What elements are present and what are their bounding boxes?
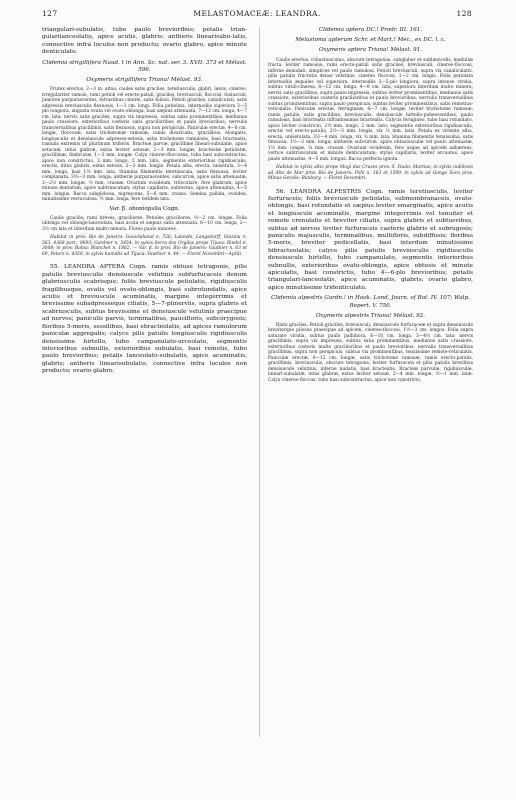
right-column (268, 27, 473, 386)
species-56-diagnosis: 56. LEANDRA ALPESTRIS Cogn. ramis teretiusculis, leviter furfuraceis; foliis breviuscule petiolatis, submembranaceis, ovato-oblongis, basi rotundatis et sæpius leviter emarginatis, apice acutis et longiuscule acuminatis, margine integerrimis vel tenuiter et remote crenulatis et breviter ciliatis, supra glabris et subtusvibus, subtus ad nervos leviter furfuraceis caeteris glabris et subrugosis; paniculis majusculis, terminalibus, multifloris, subdiffusis; floribus 5-meris, breviter pedicellatis, basi interdum minutissime bibracteolatis; calyce pilis patulis breviusculis rigidiusculis densiuscule hirtello, tubo campanulato, segmentis interioribus subnullis, exterioribus ovato-oblongis, apice obtusis et minute apiculatis, basi constrictis, tubo 4—6-plo brevioribus; petalis triangulari-lanceolatis, apice acuminatis, glabris; ovario glabro, apice minutissime tridenticulato. (268, 188, 473, 291)
synonym-citation: Melastoma apterum Schr. et Mart.! Mec., ex DC. l. c. (295, 37, 446, 44)
page-number-left: 127 (42, 9, 58, 18)
synonym-citation: Clidemia strigillifera Naud. t in Ann. Sc. nat. ser. 3. XVII. 373 et Mélast. 596. (42, 59, 247, 73)
habitat-note: Habitat in prov. Rio de Janeiro: Gouvêahand n. 726, Lalande, Langsdorff, Glaziou n. 563, 4368 part., 8693; Gardner n. 5454; in sylvis Serra dos Orgãos prope Tijuca: Riedel n. 3008; in prov. Bahia: Blanchet n. 1862. — Var. β. in prov. Rio de Janeiro: Vauthier n. 63 et 69, Peters n. 4350; in sylvis humidis ad Tijuca: Vauthier n. 44. — Floret Novembri—Aprili. (42, 235, 247, 257)
running-title: MELASTOMACEÆ: LEANDRA. (193, 9, 321, 18)
synonym-citation: Oxymeris aptera Triana! Mélast. 91. (318, 47, 423, 54)
page-number-right: 128 (456, 9, 472, 18)
synonym-citation: Clidemia aptera DC.! Prodr. III. 161. (318, 27, 423, 33)
species-description-continued: triangulari-subulatis, tubo paulo brevioribus; petalis trian-gularilanceolatis, apice acutis, glabris; antheris linearisubu-latis, connective infra loculos non producto; ovario glabro, apice minute denticulato. (42, 27, 247, 56)
variety-heading: Var. β. oboniopsila Cogn. (109, 205, 180, 212)
habitat-note: Habitat in sylvis altis prope Mogi das Cruzes prov. S. Paulo: Martius; in sylvis nubilosis ad Alto de Mar prov. Rio de Janeiro: Pohl n. 163 et 1599; in sylvis ad Gongo Soco prov. Minas Geraës: Bunbury. — Floret Decembri. (268, 165, 473, 182)
synonym-citation: Oxymeris alpestris Triana! Mélast. 92. (315, 312, 426, 319)
detailed-description: Frutex erectus, 2—3 m. altus; caules satis graciles, teretiusculis, glabri, lævis, cinereo, irregulariter ramosi; rami petioli vel erecto-patuli, graciles, breviusculi, floccosi, fusiusculi, juniores purpurascentes, tetrastibus cinerei, satis foliosi. Petioli graciles, canaliculati, satis adpressis breviusculis flexuosis, 1—3 cm. longi. Folia petiolata, internodiis superiora 3—5 plo longiora, angusta ovata vel ovato-oblonga, basi sæpius attenuata, 7—12 cm. longa, 4—7 cm. lata; nervis satis graciles, supra vix impressis, subtus satis prominentibus, medianus paulo crassiore, exterioribus costeris satis gracilioribus et paulo brevioribus; nervulis transversalibus gracillimis, satis flexuosis, supra non perspicuis. Paniculæ erectæ, 4—8 cm. longæ, floccosæ, satis trichotomæ ramosæ; ramis divaricatis, gracilibus, elongatis, longiusculis et densiuscule adpresso-setosis, satis trichotome ramulosis, basi bracteatis; ramulis extremis ut plurimum trifloris. Bracteæ parvæ, gracillime lineari-subulatæ, apice setaceæ, intus glabræ, extus leviter setosæ, 2—3 mm. longæ; bracteolæ petiolatæ, gracillimæ, fimbriatæ, 1—3 mm. longæ. Calyx cinereo-floccosus, tubo basi subcontractus, apice non constrictus, 3 mm. longo, 2 mm. lato, segmentis exterioribus rigidiusculis, erectis, intus glabris, extus setosis, 2—3 mm. longis. Petala alba, erecta, unisetula, 3—4 mm. longa, basi 1½ mm. lata. Stamina filamentis teretiuscula, satis flexuosa, leviter complanata, 3½—3 mm. longa; antheræ purpurascentes, subcurvæ, apice satis attenuatæ, 2—2½ mm. longæ, ½ mm. crassæ. Ovarium ovoideum, triloculare, fere glabrum, apice minute dentatum, apice subtruncatum; stylus capillaris, subrectus, apice attenuatus, 4—5 mm. longus. Bacca subglobosa, nigrescens, 5—6 mm. crassa. Semina pallida, ovoidea, minutissime verruculosa, ½ mm. longa, fere totidem lata. (42, 87, 247, 203)
synonym-citation: Oxymeris strigillifera Triana! Mélast. 93. (86, 77, 203, 84)
running-header (42, 9, 472, 21)
detailed-description: Rami graciles. Petioli graciles, breviusculi, densiuscule furfuraceæ et supra densiuscule breviterque pilosus praecipue ad apicem, cinereo-floccosi, 1½—3 cm. longos. Folia supra saturate viridia, subtus paulo pallidiora, 6—10 cm. longa, 3—4½ cm. lata; nervis gracillimis, supra vix impressis, subtus satis prominentibus, medianus satis crassiore, exterioribus costeris multo gracilioribus et paulo brevioribus; nervulis transversalibus gracillimis, supra non perspicuis, subtus vix prominentibus, tenuissime remote-reticulatis. Paniculæ erectæ, 6—12 cm. longæ, satis trichotome ramosæ; ramis erecto-patulis, gracillimis, breviusculis, obscure tetragonis, leviter furfuraceis et pilis patulis breviibus densiuscule velutinis, inferne nudatis, basi bracteatis. Bracteæ parvulæ, rigidiusculæ, lineari-subulatæ, intus glabræ, extus leviter setosæ, 2—4 mm. longæ, ½—1 mm. latæ. Calyx cinereo-floccus, tubo basi subcontractus, apice non constricto, (268, 322, 473, 383)
left-column (42, 27, 247, 379)
variety-description: Caulis gracilis; rami breves, graciliores. Petioles graciliores, ½—2 cm. longæ. Folia oblonga vel oblongo-lanceolata, basi acuta et sæpius satis attenuata, 6—10 cm. longa, 2—3½ cm lata et interdum multo minora. Flores paulo minores. (42, 215, 247, 232)
species-55-diagnosis: 55. LEANDRA APTERA Cogn. ramis obtuse tetragonis, pilis patulis breviusculis densiuscule velutinis subfurfuraceis denum glabriusculis scabrisque; foliis breviuscule petiolatis, rigidiusculis fragilibusque, ovatis vel ovato-oblongis, basi subrotundatis, apice acutis et breviuscule acuminatis, margine integerrimis et brevissime subadpresseque ciliatis, 5—7-plinerviis, supra glabris et scabriusculis, subtus brevissime et densiuscule velutinis praecipue ad nervos; paniculis parvis, terminalibus, paucifloris, subcorygosis; floribus 5-meris, sessilibus, basi ebracteolatis, ad apices ramulorum paniculæ aggregatis; calyce pilis patulis longiusculis rigidiusculis densissime hirtello, tubo campanulato-urceolato, segmentis interioribus subnullis, exterioribus subulatis, basi remotis, tubo paulo brevioribus; petalis lanceolato-subulatis, apice acuminatis, glabris; antheris linearisubulatis, connective infra loculos non producto; ovario glabro. (42, 264, 247, 375)
synonym-citation: Clidemia alpestris Gardn.! in Hook. Lond. Journ. of Bot. IV. 107; Walp. Repert. V. 750. (271, 295, 470, 309)
detailed-description: Caulis erectus, robustiusculus, obscure tetragonus, subglaber et sublævicolis, medullæ fracta, leviter ramosus; rami erecto-patuli satis graciles, breviusculi, cinereo-floccosi, inferne denudati, simplices vel paulo ramulosi. Petioli breviusculi, supra vix canaliculatis, pilis patulis fructutis dense velutinis, cinereo floccosi, 1—2 cm. longis. Folia petiolata internodiis æquales vel superiora, internodiis 3—5-plo longiora, supra intense viridia, subtus viridi-cinerea, 8—12 cm. longa, 4—8 cm. lata, superiora interdum multo minora; nervis satis gracilibus, supra paulo impressis, subtus leviter prominentibus, medianus satis crassiore, exterioribus costeris gracilioribus et paulo brevioribus; nervulis transversalibus subtus prominentibus, supra paulo perspicuis, subtus leviter prominentibus, satis remotius-reticulatis. Paniculæ erectæ, ferrugineæ, 4—7 cm. longæ, leviter trichotome ramosæ; ramis patulis, satis gracilibus, breviusculis, densiuscule hirtello-pubescentibus, paulo ramulosis, basi bracteatis infrantissimos bracteatis. Calycis ferugineo, tubo basi rotundato, apice leviter constricto, 2½ mm. longo, 2 mm. lato; segmentis exterioribus rigidiusculis, erectis vel erecto-patulis, 2½—3 mm. longis, vix ½ mm. latis. Petala ex viriente alba, erecta, unisetulata, 3½—4 mm. longa, vix ½ mm. lata. Stamina filamentis tenuissima, satis flexuosa, 1½—2 mm. longa; antheræ subcurvæ, apice obtusiusculæ vel paulo attenuatæ, 1½ mm. longæ, ¼ mm. crassæ. Ovarium ovoideum, fere usque ad apicem adhærens, vertice subtruncatum et minute denticulatum; stylus capillaris, leviter arcuatus, apice paulo attenuatus, 4—5 mm. longus. Bacca perfecta ignota. (268, 57, 473, 162)
column-divider (259, 27, 260, 737)
